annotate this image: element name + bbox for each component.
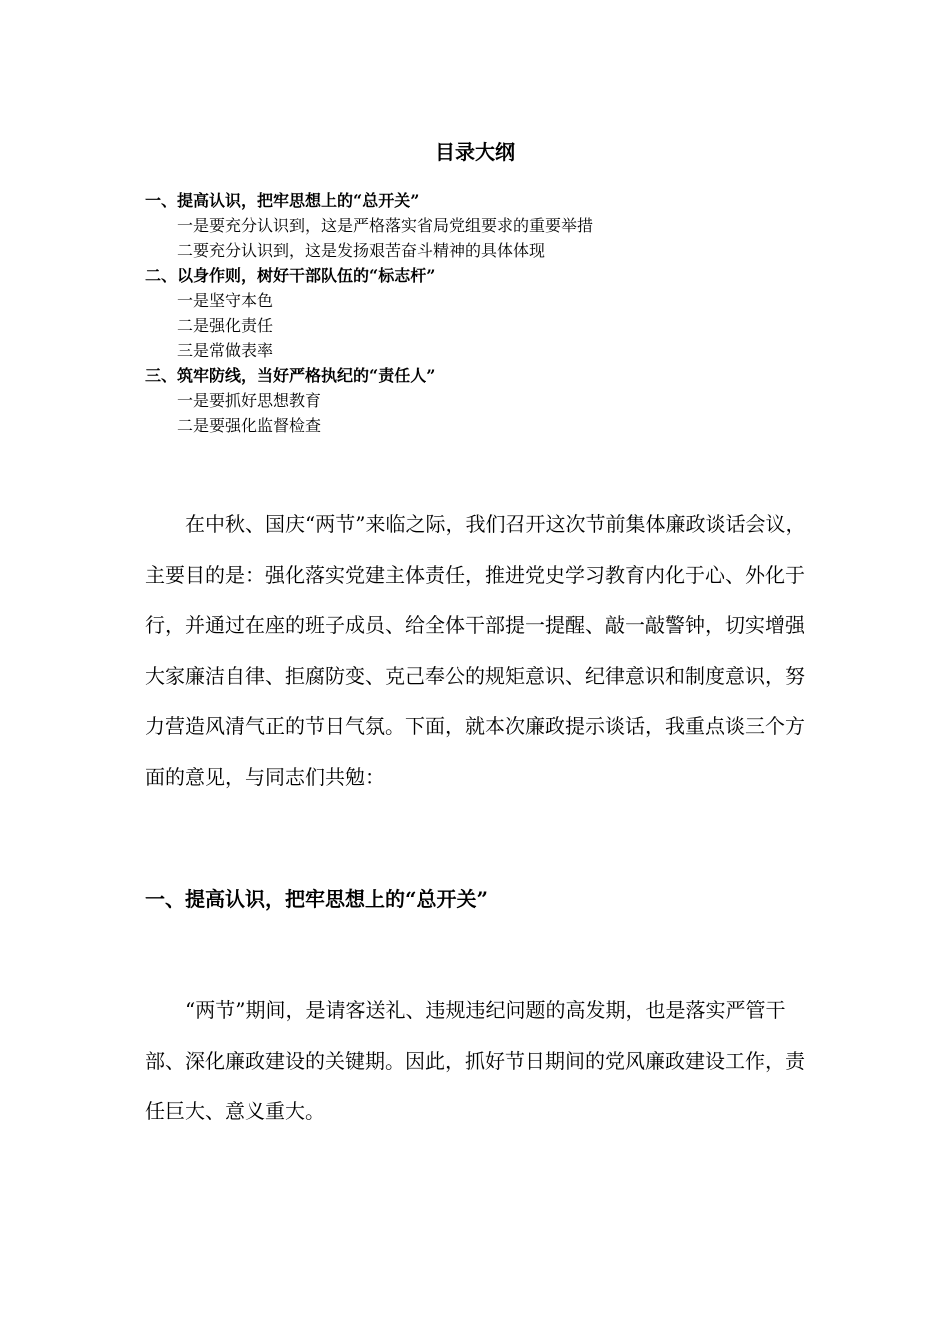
section-paragraph: “两节”期间，是请客送礼、违规违纪问题的高发期，也是落实严管干部、深化廉政建设的关键期。因此，抓好节日期间的党风廉政建设工作，责任巨大、意义重大。 [145,998,805,1123]
toc-subitem: 一是要抓好思想教育 [177,391,322,410]
toc-heading-1: 一、提高认识，把牢思想上的“总开关” [145,191,420,210]
toc-subitem: 一是要充分认识到，这是严格落实省局党组要求的重要举措 [177,216,594,235]
toc-heading-2: 二、以身作则，树好干部队伍的“标志杆” [145,266,436,285]
section-heading: 一、提高认识，把牢思想上的“总开关” [145,887,489,911]
toc-subitem: 三是常做表率 [177,341,274,360]
toc-subitem: 二是要强化监督检查 [177,416,322,435]
toc-subitem: 二是强化责任 [177,316,274,335]
toc-subitem: 一是坚守本色 [177,291,274,310]
table-of-contents [145,188,845,438]
toc-subitem: 二要充分认识到，这是发扬艰苦奋斗精神的具体体现 [177,241,546,260]
toc-heading-3: 三、筑牢防线，当好严格执纪的“责任人” [145,366,436,385]
intro-paragraph: 在中秋、国庆“两节”来临之际，我们召开这次节前集体廉政谈话会议，主要目的是：强化落实党建主体责任，推进党史学习教育内化于心、外化于行，并通过在座的班子成员、给全体干部提一提醒、敲一敲警钟，切实增强大家廉洁自律、拒腐防变、克己奉公的规矩意识、纪律意识和制度意识，努力营造风清气正的节日气氛。下面，就本次廉政提示谈话，我重点谈三个方面的意见，与同志们共勉： [145,512,806,789]
toc-title: 目录大纲 [435,140,515,164]
